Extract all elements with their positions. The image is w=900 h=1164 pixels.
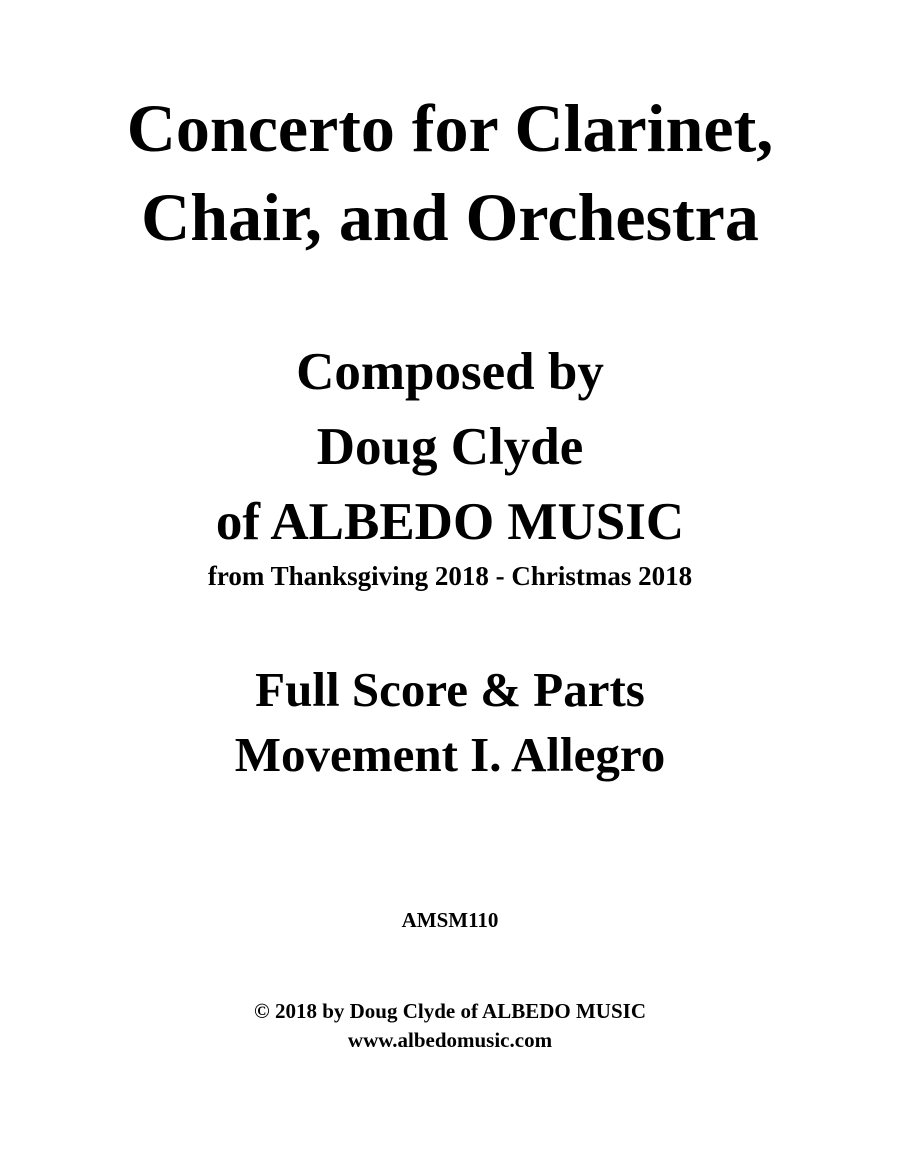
- edition-title: Full Score & Parts: [255, 662, 645, 717]
- composition-dates: from Thanksgiving 2018 - Christmas 2018: [207, 561, 693, 591]
- movement-title: Movement I. Allegro: [234, 727, 666, 782]
- website-url: www.albedomusic.com: [347, 1028, 553, 1052]
- composer-name: Doug Clyde: [316, 418, 584, 476]
- copyright-notice: © 2018 by Doug Clyde of ALBEDO MUSIC: [254, 999, 646, 1023]
- composed-by-label: Composed by: [296, 343, 604, 401]
- publisher-name: of ALBEDO MUSIC: [215, 493, 685, 551]
- title-line-2: Chair, and Orchestra: [141, 179, 759, 255]
- title-line-1: Concerto for Clarinet,: [126, 90, 774, 166]
- catalog-number: AMSM110: [401, 908, 499, 932]
